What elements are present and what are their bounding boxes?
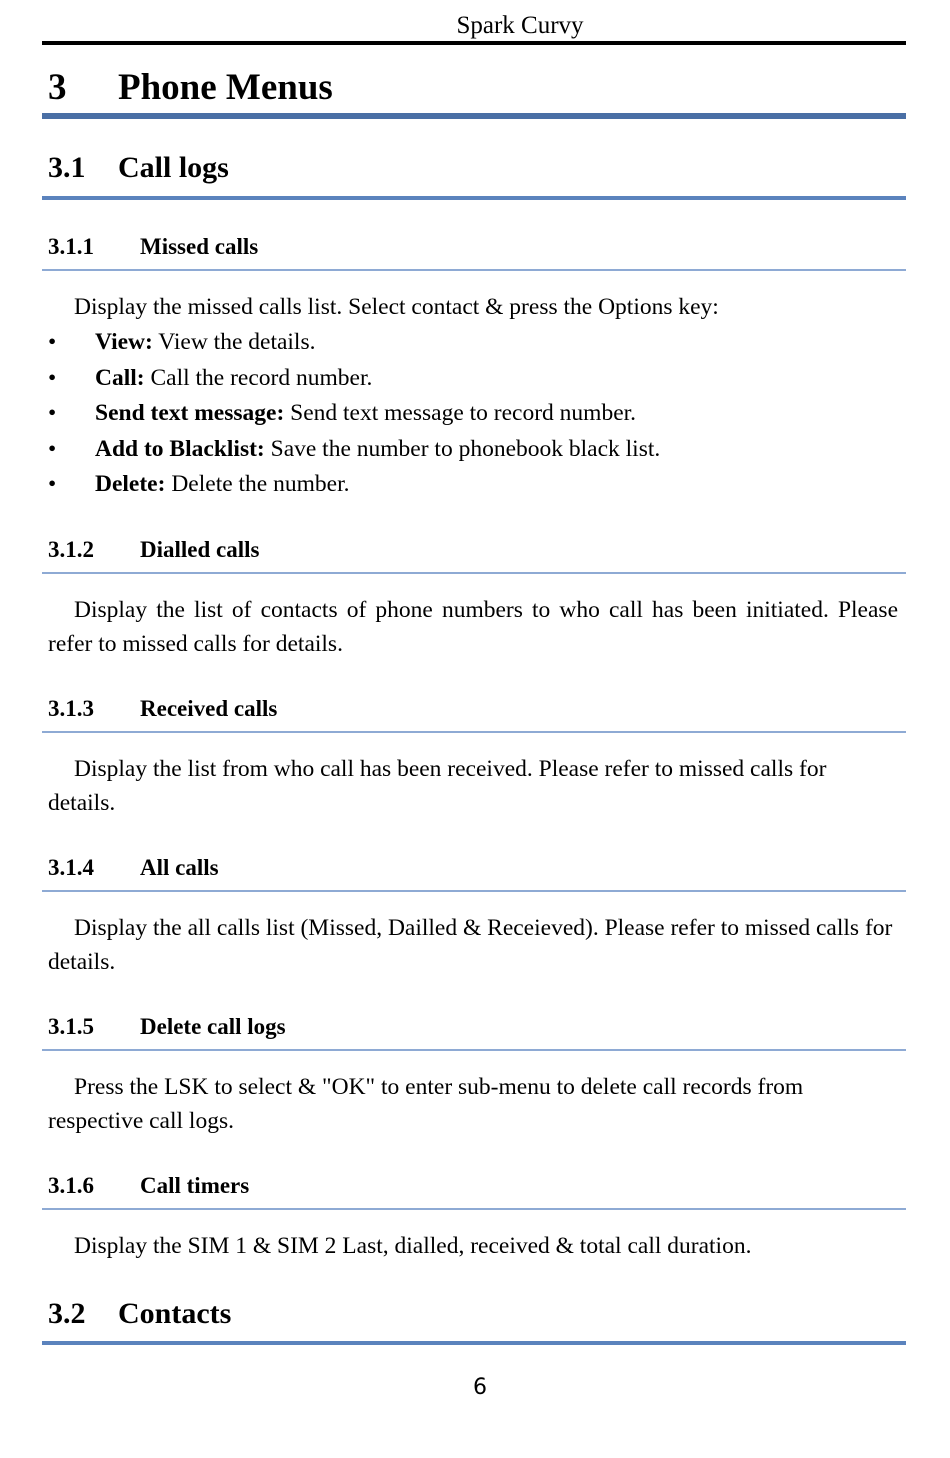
- subsection-title: Delete call logs: [140, 1014, 286, 1039]
- subsection-number: 3.1.6: [48, 1173, 94, 1198]
- subsection-title: Call timers: [140, 1173, 250, 1198]
- bullet-icon: •: [48, 435, 57, 462]
- subsection-rule: [42, 269, 906, 271]
- option-term: View:: [95, 329, 153, 355]
- subsection-rule: [42, 572, 906, 574]
- missed-calls-options-list: [48, 325, 898, 503]
- bullet-icon: •: [48, 329, 57, 355]
- section-title: Contacts: [118, 1297, 232, 1330]
- list-item: [48, 361, 898, 397]
- received-calls-body: Display the list from who call has been received. Please refer to missed calls for details.: [48, 756, 827, 816]
- subsection-heading-dialled-calls: [48, 536, 898, 564]
- subsection-heading-all-calls: [48, 854, 898, 882]
- page-number: 6: [473, 1375, 487, 1400]
- list-item: [48, 432, 898, 468]
- subsection-rule: [42, 1208, 906, 1210]
- missed-calls-intro: Display the missed calls list. Select contact & press the Options key:: [74, 294, 719, 320]
- all-calls-body: Display the all calls list (Missed, Dailled & Receieved). Please refer to missed calls for details.: [48, 915, 893, 975]
- subsection-rule: [42, 890, 906, 892]
- subsection-heading-delete-call-logs: [48, 1013, 898, 1041]
- option-term: Delete:: [95, 471, 166, 497]
- dialled-calls-body: Display the list of contacts of phone numbers to who call has been initiated. Please refer to missed calls for details.: [48, 597, 898, 657]
- subsection-title: Missed calls: [140, 234, 259, 259]
- list-item: [48, 396, 898, 432]
- subsection-number: 3.1.3: [48, 696, 94, 721]
- subsection-title: All calls: [140, 855, 219, 880]
- option-description: Send text message to record number.: [284, 400, 637, 426]
- delete-call-logs-body: Press the LSK to select & "OK" to enter sub-menu to delete call records from respective call logs.: [48, 1074, 804, 1134]
- list-item: [48, 325, 898, 361]
- subsection-number: 3.1.5: [48, 1014, 94, 1039]
- subsection-title: Received calls: [140, 696, 278, 721]
- subsection-number: 3.1.1: [48, 234, 94, 259]
- section-rule: [42, 196, 906, 200]
- subsection-rule: [42, 1049, 906, 1051]
- subsection-number: 3.1.4: [48, 855, 94, 880]
- subsection-title: Dialled calls: [140, 537, 260, 562]
- option-term: Add to Blacklist:: [95, 435, 265, 462]
- bullet-icon: •: [48, 471, 57, 497]
- subsection-heading-received-calls: [48, 695, 898, 723]
- subsection-heading-call-timers: [48, 1172, 898, 1200]
- subsection-heading-missed-calls: [48, 233, 898, 261]
- option-description: Call the record number.: [144, 364, 373, 391]
- section-heading-contacts: [48, 1296, 898, 1332]
- list-item: [48, 467, 898, 503]
- option-term: Send text message:: [95, 400, 285, 426]
- chapter-title: Phone Menus: [118, 67, 333, 108]
- running-header: Spark Curvy: [456, 12, 584, 39]
- option-term: Call:: [95, 364, 145, 391]
- bullet-icon: •: [48, 364, 57, 391]
- option-description: View the details.: [152, 329, 316, 355]
- section-number: 3.1: [48, 151, 86, 184]
- chapter-heading: [48, 66, 898, 110]
- subsection-rule: [42, 731, 906, 733]
- section-rule: [42, 1341, 906, 1345]
- chapter-rule: [42, 113, 906, 119]
- section-heading-call-logs: [48, 150, 898, 186]
- option-description: Delete the number.: [165, 471, 350, 497]
- call-timers-body: Display the SIM 1 & SIM 2 Last, dialled, received & total call duration.: [74, 1233, 752, 1259]
- section-number: 3.2: [48, 1297, 86, 1330]
- header-rule: [42, 41, 906, 45]
- subsection-number: 3.1.2: [48, 537, 94, 562]
- bullet-icon: •: [48, 400, 57, 426]
- section-title: Call logs: [118, 151, 229, 184]
- chapter-number: 3: [48, 67, 67, 108]
- option-description: Save the number to phonebook black list.: [264, 435, 661, 462]
